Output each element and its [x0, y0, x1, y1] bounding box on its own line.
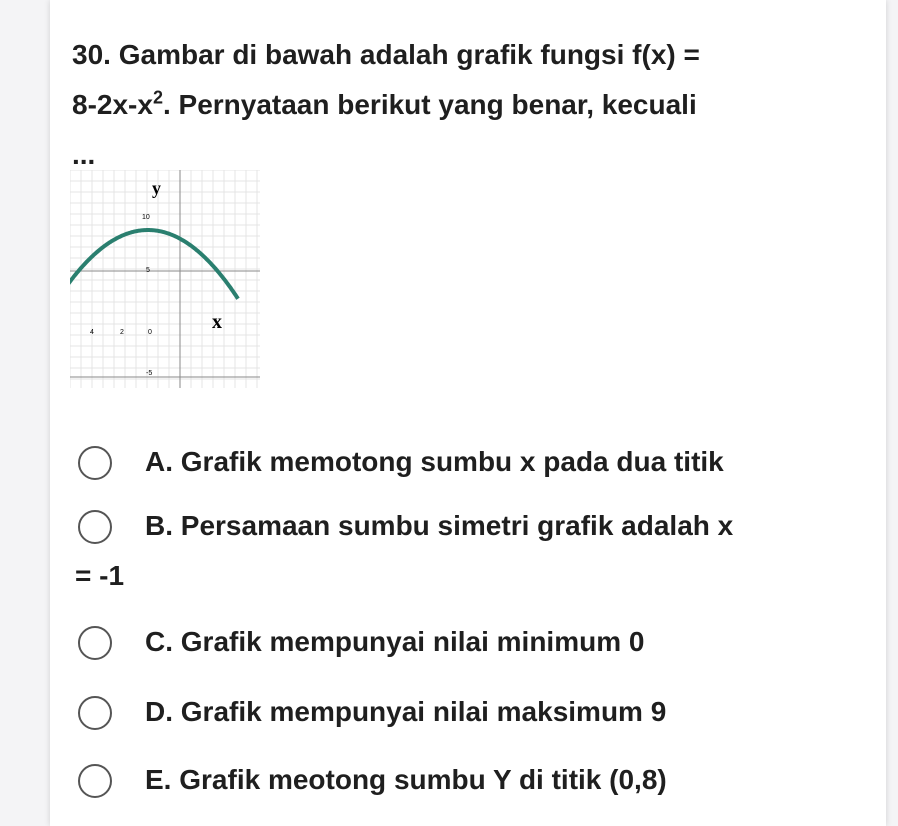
option-c-radio[interactable]	[78, 626, 112, 660]
question-ellipsis: ...	[72, 139, 96, 170]
question-card	[50, 0, 886, 826]
option-b[interactable]	[70, 498, 860, 598]
option-c-text: Grafik mempunyai nilai minimum 0	[180, 626, 645, 657]
tick-label-4: 4	[90, 329, 94, 336]
tick-label-2: 2	[120, 329, 124, 336]
option-d-letter: D.	[145, 696, 173, 727]
option-c-letter: C.	[145, 626, 173, 657]
option-d-text: Grafik mempunyai nilai maksimum 9	[180, 696, 667, 727]
option-d[interactable]	[70, 684, 860, 740]
option-a[interactable]	[70, 434, 860, 490]
parabola-graph	[70, 170, 260, 388]
option-e-text: Grafik meotong sumbu Y di titik (0,8)	[179, 764, 667, 795]
option-e-letter: E.	[145, 764, 172, 795]
question-line-1: Gambar di bawah adalah grafik fungsi f(x) =	[118, 39, 700, 70]
question-text	[72, 30, 852, 180]
option-a-text: Grafik memotong sumbu x pada dua titik	[180, 446, 724, 477]
graph-grid	[70, 170, 260, 388]
option-b-radio[interactable]	[78, 510, 112, 544]
option-b-text-cont: = -1	[75, 560, 125, 591]
tick-label-0: 0	[148, 329, 152, 336]
question-function: 8-2x-x	[72, 89, 153, 120]
tick-label-10: 10	[142, 214, 150, 221]
y-axis-label: y	[152, 178, 161, 198]
question-number: 30.	[72, 39, 111, 70]
option-e[interactable]	[70, 752, 860, 808]
question-line-2: . Pernyataan berikut yang benar, kecuali	[162, 89, 697, 120]
option-d-radio[interactable]	[78, 696, 112, 730]
option-a-radio[interactable]	[78, 446, 112, 480]
question-exponent: 2	[152, 87, 163, 108]
option-b-text: Persamaan sumbu simetri grafik adalah x	[180, 510, 734, 541]
x-axis-label: x	[212, 311, 222, 333]
tick-label-neg5: -5	[146, 370, 153, 377]
option-a-letter: A.	[145, 446, 173, 477]
tick-label-5: 5	[146, 267, 150, 274]
option-c[interactable]	[70, 614, 860, 670]
option-b-letter: B.	[145, 510, 173, 541]
option-e-radio[interactable]	[78, 764, 112, 798]
